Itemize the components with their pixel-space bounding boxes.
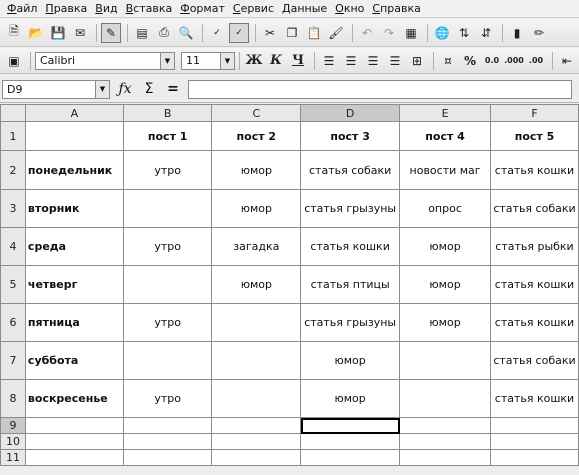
currency-format-icon[interactable]: ¤ xyxy=(444,53,452,68)
cell[interactable]: статья рыбки xyxy=(490,228,578,266)
day-cell[interactable]: воскресенье xyxy=(25,380,123,418)
row-header[interactable]: 4 xyxy=(1,228,26,266)
row-header[interactable]: 7 xyxy=(1,342,26,380)
chart-icon[interactable]: ▮ xyxy=(513,25,521,40)
menu-window[interactable]: Окно xyxy=(335,2,365,15)
cell[interactable]: юмор xyxy=(400,266,491,304)
cell[interactable]: юмор xyxy=(400,304,491,342)
row-header[interactable]: 3 xyxy=(1,190,26,228)
font-size-select[interactable] xyxy=(181,52,235,70)
cell[interactable]: статья собаки xyxy=(490,190,578,228)
cell[interactable]: статья собаки xyxy=(301,151,400,190)
cell[interactable]: утро xyxy=(123,380,212,418)
cell[interactable]: новости маг xyxy=(400,151,491,190)
undo-icon[interactable]: ↶ xyxy=(361,25,373,40)
day-cell[interactable]: четверг xyxy=(25,266,123,304)
table-row xyxy=(1,228,579,266)
cell[interactable]: утро xyxy=(123,304,212,342)
cell[interactable]: статья собаки xyxy=(490,342,578,380)
toolbar-separator xyxy=(30,52,31,70)
cell[interactable]: статья птицы xyxy=(301,266,400,304)
cell[interactable] xyxy=(212,342,301,380)
day-cell[interactable]: вторник xyxy=(25,190,123,228)
number-format-icon[interactable]: 0.0 xyxy=(484,56,500,65)
cell[interactable]: юмор xyxy=(301,380,400,418)
styles-icon[interactable]: ▣ xyxy=(8,53,20,68)
toolbar-separator xyxy=(314,52,315,70)
sort-descending-icon[interactable]: ⇵ xyxy=(480,25,492,40)
chevron-down-icon[interactable]: ▼ xyxy=(160,53,174,69)
cell[interactable] xyxy=(490,450,578,466)
header-cell[interactable]: пост 5 xyxy=(490,122,578,151)
cell[interactable]: юмор xyxy=(212,151,301,190)
align-right-icon[interactable]: ☰ xyxy=(367,53,379,68)
cell[interactable] xyxy=(212,380,301,418)
chevron-down-icon[interactable]: ▼ xyxy=(220,53,234,69)
row-header[interactable]: 10 xyxy=(1,434,26,450)
save-icon[interactable]: 💾 xyxy=(50,25,66,40)
name-box-value: D9 xyxy=(7,82,23,96)
edit-mode-icon[interactable]: ✎ xyxy=(101,23,121,43)
toolbar-separator xyxy=(127,24,128,42)
table-row xyxy=(1,380,579,418)
cell[interactable] xyxy=(490,434,578,450)
function-wizard-button[interactable]: ƒx xyxy=(118,81,132,97)
column-header-a[interactable]: A xyxy=(25,105,123,122)
cell[interactable]: юмор xyxy=(400,228,491,266)
name-box[interactable] xyxy=(2,80,110,99)
cell[interactable] xyxy=(400,418,491,434)
font-size-value: 11 xyxy=(186,54,200,67)
font-name-value: Calibri xyxy=(40,54,76,67)
print-preview-icon[interactable]: 🔍 xyxy=(178,25,194,40)
column-header-d[interactable]: D xyxy=(301,105,400,122)
draw-functions-icon[interactable]: ✏ xyxy=(533,25,545,40)
standard-toolbar xyxy=(0,19,579,47)
cell[interactable] xyxy=(123,190,212,228)
menu-view[interactable]: Вид xyxy=(95,2,118,15)
cell[interactable]: статья кошки xyxy=(301,228,400,266)
toolbar-separator xyxy=(202,24,203,42)
row-header[interactable]: 9 xyxy=(1,418,26,434)
toolbar-separator xyxy=(239,52,240,70)
open-folder-icon[interactable]: 📂 xyxy=(28,25,44,40)
cell[interactable] xyxy=(123,342,212,380)
cell[interactable] xyxy=(301,434,400,450)
active-cell-cursor[interactable] xyxy=(301,418,400,434)
toolbar-separator xyxy=(352,24,353,42)
sheet-table xyxy=(0,104,579,466)
column-header-e[interactable]: E xyxy=(400,105,491,122)
cell[interactable] xyxy=(25,418,123,434)
table-row xyxy=(1,342,579,380)
toolbar-separator xyxy=(427,24,428,42)
add-decimal-button[interactable]: .000 xyxy=(504,56,524,65)
row-header[interactable]: 5 xyxy=(1,266,26,304)
day-cell[interactable]: суббота xyxy=(25,342,123,380)
cell[interactable] xyxy=(25,450,123,466)
cell[interactable] xyxy=(123,266,212,304)
align-left-icon[interactable]: ☰ xyxy=(323,53,335,68)
cell[interactable] xyxy=(212,304,301,342)
cell[interactable] xyxy=(301,450,400,466)
toolbar-separator xyxy=(96,24,97,42)
cell[interactable]: статья кошки xyxy=(490,304,578,342)
new-document-icon[interactable]: 🗎 xyxy=(9,24,19,38)
header-cell[interactable]: пост 2 xyxy=(212,122,301,151)
cell[interactable] xyxy=(212,434,301,450)
column-header-c[interactable]: C xyxy=(212,105,301,122)
percent-format-button[interactable]: % xyxy=(463,53,477,68)
autospellcheck-icon[interactable]: ✓ xyxy=(229,23,249,43)
toolbar-separator xyxy=(255,24,256,42)
paste-icon[interactable]: 📋 xyxy=(306,25,322,40)
chevron-down-icon[interactable]: ▼ xyxy=(95,81,109,98)
sort-ascending-icon[interactable]: ⇅ xyxy=(458,25,470,40)
menu-edit[interactable]: Правка xyxy=(45,2,88,15)
cell[interactable] xyxy=(123,450,212,466)
table-row xyxy=(1,190,579,228)
column-header-f[interactable]: F xyxy=(490,105,578,122)
day-cell[interactable]: пятница xyxy=(25,304,123,342)
cell[interactable]: утро xyxy=(123,228,212,266)
row-header[interactable]: 1 xyxy=(1,122,26,151)
cell[interactable]: юмор xyxy=(212,266,301,304)
header-cell[interactable]: пост 4 xyxy=(400,122,491,151)
menu-bar xyxy=(0,0,579,18)
hyperlink-icon[interactable]: 🌐 xyxy=(434,25,450,40)
cell[interactable]: юмор xyxy=(301,342,400,380)
menu-tools[interactable]: Сервис xyxy=(232,2,274,15)
spellcheck-icon[interactable]: ✓ xyxy=(213,27,221,38)
cut-icon[interactable]: ✂ xyxy=(264,25,276,40)
cell[interactable] xyxy=(123,418,212,434)
cell[interactable] xyxy=(25,434,123,450)
cell[interactable] xyxy=(212,418,301,434)
sheet-body xyxy=(1,122,579,466)
cell[interactable] xyxy=(400,380,491,418)
align-center-icon[interactable]: ☰ xyxy=(345,53,357,68)
remove-decimal-button[interactable]: .00 xyxy=(528,56,544,65)
row-header[interactable]: 11 xyxy=(1,450,26,466)
row-header[interactable]: 6 xyxy=(1,304,26,342)
menu-format[interactable]: Формат xyxy=(180,2,225,15)
menu-data[interactable]: Данные xyxy=(282,2,328,15)
menu-help[interactable]: Справка xyxy=(372,2,421,15)
header-cell[interactable]: пост 3 xyxy=(301,122,400,151)
export-pdf-icon[interactable]: ▤ xyxy=(136,25,148,40)
toolbar-separator xyxy=(433,52,434,70)
cell[interactable] xyxy=(490,418,578,434)
spreadsheet-grid xyxy=(0,104,579,466)
format-paintbrush-icon[interactable]: 🖌 xyxy=(328,25,344,40)
menu-insert[interactable]: Вставка xyxy=(125,2,173,15)
day-cell[interactable]: понедельник xyxy=(25,151,123,190)
print-icon[interactable]: ⎙ xyxy=(159,25,169,39)
decrease-indent-icon[interactable]: ⇤ xyxy=(561,53,573,68)
cell[interactable]: юмор xyxy=(212,190,301,228)
bold-button[interactable]: Ж xyxy=(245,53,263,68)
grid-icon[interactable]: ▦ xyxy=(405,25,417,40)
table-row xyxy=(1,304,579,342)
font-name-select[interactable] xyxy=(35,52,175,70)
cell[interactable]: статья кошки xyxy=(490,380,578,418)
table-row xyxy=(1,151,579,190)
day-cell[interactable]: среда xyxy=(25,228,123,266)
cell[interactable]: опрос xyxy=(400,190,491,228)
formula-bar xyxy=(0,76,579,103)
menu-file[interactable]: Файл xyxy=(7,2,38,15)
table-row xyxy=(1,434,579,450)
merge-cells-icon[interactable]: ⊞ xyxy=(411,53,423,68)
copy-icon[interactable]: ❐ xyxy=(286,25,298,40)
cell[interactable] xyxy=(400,434,491,450)
cell[interactable]: статья грызуны xyxy=(301,190,400,228)
row-header[interactable]: 8 xyxy=(1,380,26,418)
cell[interactable]: статья грызуны xyxy=(301,304,400,342)
cell[interactable]: утро xyxy=(123,151,212,190)
underline-button[interactable]: Ч xyxy=(292,53,304,68)
sum-button[interactable]: Σ xyxy=(144,81,154,97)
column-header-b[interactable]: B xyxy=(123,105,212,122)
justify-icon[interactable]: ☰ xyxy=(389,53,401,68)
formula-input[interactable] xyxy=(188,80,572,99)
redo-icon[interactable]: ↷ xyxy=(383,25,395,40)
toolbar-separator xyxy=(552,52,553,70)
italic-button[interactable]: К xyxy=(270,53,282,68)
cell[interactable] xyxy=(400,450,491,466)
table-row xyxy=(1,122,579,151)
cell[interactable]: загадка xyxy=(212,228,301,266)
cell[interactable] xyxy=(123,434,212,450)
cell[interactable]: статья кошки xyxy=(490,266,578,304)
cell[interactable] xyxy=(212,450,301,466)
header-cell[interactable] xyxy=(25,122,123,151)
email-icon[interactable]: ✉ xyxy=(74,25,86,40)
select-all-corner[interactable] xyxy=(1,105,26,122)
row-header[interactable]: 2 xyxy=(1,151,26,190)
cell[interactable] xyxy=(400,342,491,380)
cell[interactable]: статья кошки xyxy=(490,151,578,190)
function-button[interactable]: = xyxy=(167,81,179,97)
toolbar-separator xyxy=(502,24,503,42)
formatting-toolbar xyxy=(0,48,579,74)
table-row xyxy=(1,266,579,304)
table-row xyxy=(1,418,579,434)
table-row xyxy=(1,450,579,466)
header-cell[interactable]: пост 1 xyxy=(123,122,212,151)
